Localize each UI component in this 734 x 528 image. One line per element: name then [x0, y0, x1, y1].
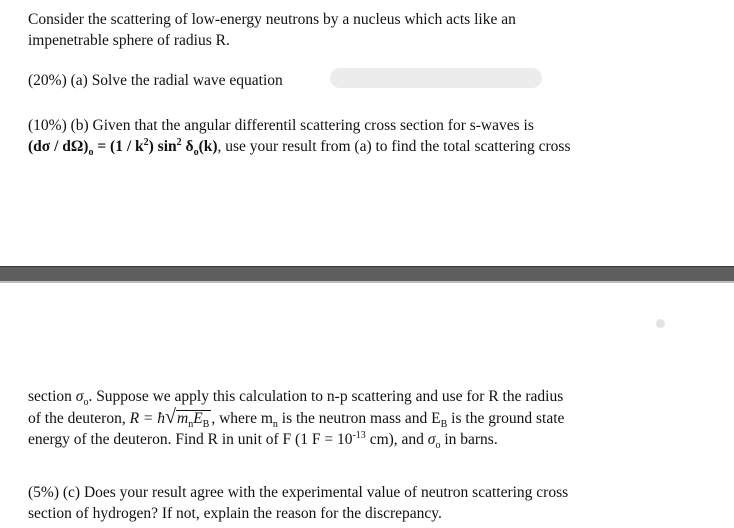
part-a	[28, 70, 283, 91]
cont-line-1-rest: . Suppose we apply this calculation to n-p scattering and use for R the radius	[88, 388, 564, 405]
part-b-line-2-rest: , use your result from (a) to find the total scattering cross	[217, 138, 571, 155]
sqrt-symbol: √	[165, 406, 176, 428]
mass-symbol: m	[177, 410, 189, 427]
cont-line-2-start: of the deuteron,	[28, 410, 126, 427]
cont-where-rest: is the neutron mass and E	[277, 410, 441, 427]
part-b-line-1: (10%) (b) Given that the angular differentil scattering cross section for s-waves is	[28, 117, 534, 134]
part-b-line-2	[28, 136, 570, 157]
cont-where-sub: n	[272, 419, 278, 431]
cont-word-section: section	[28, 388, 72, 405]
intro-line-1: Consider the scattering of low-energy neutrons by a nucleus which acts like an	[28, 11, 516, 28]
formula-lhs: (dσ / dΩ)	[28, 138, 89, 155]
scroll-dot	[656, 319, 665, 328]
formula-rhs-sup: 2	[143, 136, 149, 148]
intro-paragraph	[28, 9, 516, 51]
formula-rhs: = (1 / k	[93, 138, 144, 155]
cont-line-3-start: energy of the deuteron. Find R in unit of F (1 F = 10	[28, 431, 353, 448]
formula-rhs2: ) sin	[148, 138, 177, 155]
formula-lhs-sub: o	[88, 147, 94, 159]
sigma-sub: o	[83, 397, 89, 409]
cont-where: , where m	[211, 410, 273, 427]
cont-line-2	[28, 407, 564, 429]
formula-delta-sub: o	[193, 147, 199, 159]
cont-line-2-end: is the ground state	[447, 410, 565, 427]
mass-sub: n	[188, 419, 194, 431]
cont-exponent: -13	[352, 429, 366, 441]
cont-line-3	[28, 429, 564, 450]
part-b-continued	[28, 386, 564, 450]
part-c	[28, 482, 568, 524]
cont-eb-sub: B	[440, 419, 448, 431]
page-divider-band	[0, 266, 734, 283]
part-a-text: (20%) (a) Solve the radial wave equation	[28, 72, 283, 89]
cont-line-3-end: in barns.	[440, 431, 498, 448]
formula-rhs2-sup: 2	[176, 136, 182, 148]
formula-arg: (k)	[198, 138, 218, 155]
part-c-line-2: section of hydrogen? If not, explain the reason for the discrepancy.	[28, 505, 442, 522]
sqrt-argument	[176, 410, 211, 431]
sigma-sub-2: o	[435, 440, 441, 452]
cross-section-formula	[28, 136, 218, 159]
energy-symbol: E	[193, 410, 203, 427]
part-c-line-1: (5%) (c) Does your result agree with the experimental value of neutron scattering cross	[28, 484, 569, 501]
radius-equation: R = ħ	[129, 410, 166, 427]
redaction-box	[330, 68, 542, 88]
intro-line-2: impenetrable sphere of radius R.	[28, 32, 230, 49]
cont-line-1	[28, 386, 564, 407]
sigma-symbol-2: σ	[427, 431, 436, 448]
cont-line-3-mid: cm), and	[365, 431, 424, 448]
part-b	[28, 115, 570, 157]
sigma-symbol: σ	[75, 388, 84, 405]
energy-sub: B	[202, 419, 210, 431]
formula-delta: δ	[181, 138, 194, 155]
